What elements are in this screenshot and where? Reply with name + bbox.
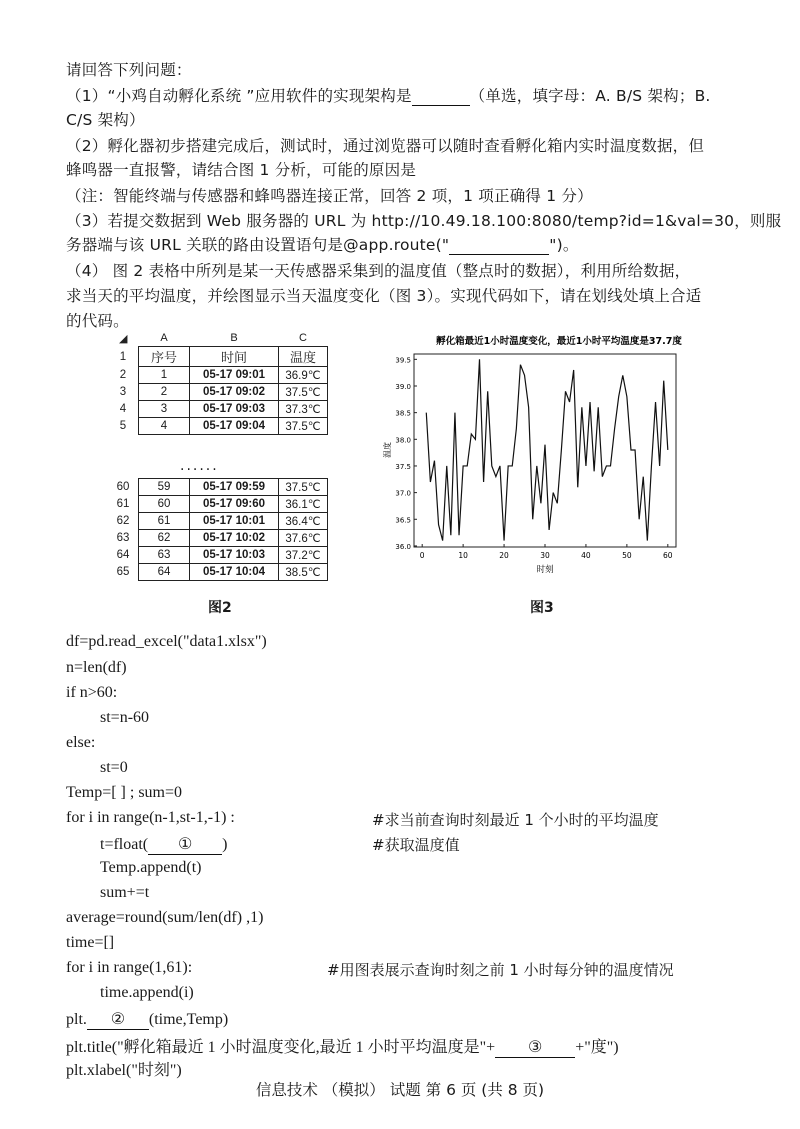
code-line: for i in range(n-1,st-1,-1) : xyxy=(66,809,235,826)
cell-seq: 60 xyxy=(139,496,190,513)
cell-time: 05-17 09:02 xyxy=(190,384,279,401)
x-tick-label: 10 xyxy=(458,551,468,560)
code-line: for i in range(1,61): xyxy=(66,959,193,976)
code-line: else: xyxy=(66,734,96,751)
table-row xyxy=(108,418,328,435)
answer-blank-1[interactable]: ① xyxy=(148,834,222,855)
cell-seq: 64 xyxy=(139,564,190,581)
figure2-caption: 图2 xyxy=(208,600,232,616)
cell-temp: 38.5℃ xyxy=(279,564,328,581)
answer-blank-q3[interactable] xyxy=(449,236,549,255)
cell-time: 05-17 09:03 xyxy=(190,401,279,418)
cell-time: 05-17 10:02 xyxy=(190,530,279,547)
row-number: 2 xyxy=(119,369,127,381)
question-4-cont: 求当天的平均温度，并绘图显示当天温度变化（图 3）。实现代码如下，请在划线处填上合适 xyxy=(66,287,702,305)
figure3-caption: 图3 xyxy=(530,600,554,616)
table-row xyxy=(108,547,328,564)
y-tick-label: 36.5 xyxy=(395,516,411,525)
x-tick-label: 20 xyxy=(499,551,509,560)
cell-time: 05-17 09:04 xyxy=(190,418,279,435)
table-row xyxy=(108,479,328,496)
row-number: 63 xyxy=(116,532,130,544)
cell-seq: 59 xyxy=(139,479,190,496)
code-line-blank2: plt. ② (time,Temp) xyxy=(66,1011,229,1028)
temperature-line-chart xyxy=(374,332,694,582)
row-number: 65 xyxy=(116,566,130,578)
y-tick-label: 37.0 xyxy=(395,489,411,498)
code-line: if n>60: xyxy=(66,684,118,701)
question-2: （2）孵化器初步搭建完成后，测试时，通过浏览器可以随时查看孵化箱内实时温度数据，但 xyxy=(66,137,705,155)
code-line: time.append(i) xyxy=(100,984,194,1001)
cell-time: 05-17 09:01 xyxy=(190,367,279,384)
code-line: Temp.append(t) xyxy=(100,859,202,876)
header-seq: 序号 xyxy=(139,347,190,367)
cell-temp: 37.5℃ xyxy=(279,418,328,435)
corner-mark: ◢ xyxy=(119,332,128,345)
code-line: Temp=[ ] ; sum=0 xyxy=(66,784,183,801)
code-comment: #获取温度值 xyxy=(372,836,460,854)
chart-title: 孵化箱最近1小时温度变化，最近1小时平均温度是37.7度 xyxy=(436,336,682,347)
y-tick-label: 38.0 xyxy=(395,436,411,445)
code-line: st=0 xyxy=(100,759,128,776)
row-number: 64 xyxy=(116,549,130,561)
row-number: 4 xyxy=(119,403,127,415)
table-row xyxy=(108,513,328,530)
cell-seq: 61 xyxy=(139,513,190,530)
row-number: 62 xyxy=(116,515,130,527)
cell-seq: 62 xyxy=(139,530,190,547)
question-3: （3）若提交数据到 Web 服务器的 URL 为 http://10.49.18.100:8080/temp?id=1&val=30，则服 xyxy=(66,212,782,230)
cell-time: 05-17 10:01 xyxy=(190,513,279,530)
code-line: average=round(sum/len(df) ,1) xyxy=(66,909,264,926)
code-line: n=len(df) xyxy=(66,659,127,676)
question-4: （4） 图 2 表格中所列是某一天传感器采集到的温度值（整点时的数据），利用所给数据， xyxy=(66,262,691,280)
code-comment: #用图表展示查询时刻之前 1 小时每分钟的温度情况 xyxy=(327,961,674,979)
cell-temp: 37.5℃ xyxy=(279,384,328,401)
table-row xyxy=(108,367,328,384)
y-tick-label: 39.0 xyxy=(395,382,411,391)
header-temp: 温度 xyxy=(279,347,328,367)
code-line-blank3: plt.title("孵化箱最近 1 小时温度变化,最近 1 小时平均温度是"+ ③ +"度") xyxy=(66,1039,619,1056)
cell-seq: 63 xyxy=(139,547,190,564)
table-row xyxy=(108,401,328,418)
cell-seq: 2 xyxy=(139,384,190,401)
y-tick-label: 37.5 xyxy=(395,462,411,471)
temperature-table-bottom xyxy=(108,478,328,581)
x-axis-label: 时刻 xyxy=(536,565,554,575)
cell-seq: 4 xyxy=(139,418,190,435)
cell-time: 05-17 09:60 xyxy=(190,496,279,513)
temperature-table-top: ◢ A B C 1 序号 时间 温度 2 1 05-17 09:01 36.9℃ 3 2 05-17 09:02 37.5℃ 4 3 05-17 09:03 37.3℃ 5 4 05-17 09:04 37.5℃ xyxy=(108,330,328,435)
code-line: time=[] xyxy=(66,934,115,951)
question-2-cont: 蜂鸣器一直报警，请结合图 1 分析，可能的原因是 xyxy=(66,161,417,179)
answer-blank-2[interactable]: ② xyxy=(87,1009,149,1030)
answer-blank-3[interactable]: ③ xyxy=(495,1037,575,1058)
question-3-cont: 务器端与该 URL 关联的路由设置语句是@app.route(" ")。 xyxy=(66,236,579,254)
cell-temp: 36.1℃ xyxy=(279,496,328,513)
y-tick-label: 39.5 xyxy=(395,356,411,365)
cell-seq: 3 xyxy=(139,401,190,418)
x-tick-label: 0 xyxy=(419,551,425,560)
x-tick-label: 50 xyxy=(622,551,632,560)
page-footer: 信息技术 （模拟） 试题 第 6 页 (共 8 页) xyxy=(255,1081,545,1099)
row-number: 61 xyxy=(116,498,130,510)
question-4-cont2: 的代码。 xyxy=(66,312,129,330)
answer-blank-q1[interactable] xyxy=(412,87,470,106)
table-ellipsis: ...... xyxy=(180,458,219,474)
row-number: 5 xyxy=(119,420,127,432)
table-row xyxy=(108,384,328,401)
cell-temp: 37.6℃ xyxy=(279,530,328,547)
cell-time: 05-17 10:03 xyxy=(190,547,279,564)
row-number: 60 xyxy=(116,481,130,493)
code-line-blank1: t=float( ① ) xyxy=(100,836,228,853)
temperature-series-line xyxy=(426,359,668,540)
y-axis-label: 温度 xyxy=(383,442,392,458)
code-line: plt.xlabel("时刻") xyxy=(66,1062,182,1079)
header-time: 时间 xyxy=(190,347,279,367)
col-letter: C xyxy=(299,332,307,344)
row-number: 3 xyxy=(119,386,127,398)
x-tick-label: 40 xyxy=(581,551,591,560)
question-1-cont: C/S 架构） xyxy=(66,111,145,129)
table-row xyxy=(108,496,328,513)
cell-temp: 37.3℃ xyxy=(279,401,328,418)
col-letter: B xyxy=(230,332,238,344)
code-line: st=n-60 xyxy=(100,709,150,726)
col-letter: A xyxy=(160,332,168,344)
question-2-note: （注：智能终端与传感器和蜂鸣器连接正常，回答 2 项，1 项正确得 1 分） xyxy=(66,187,593,205)
intro-text: 请回答下列问题： xyxy=(66,61,192,79)
x-tick-label: 60 xyxy=(663,551,673,560)
code-comment: #求当前查询时刻最近 1 个小时的平均温度 xyxy=(372,811,659,829)
cell-time: 05-17 10:04 xyxy=(190,564,279,581)
cell-temp: 37.5℃ xyxy=(279,479,328,496)
question-1: （1）“小鸡自动孵化系统 ”应用软件的实现架构是 （单选，填字母：A. B/S 架构；B. xyxy=(66,87,711,105)
cell-time: 05-17 09:59 xyxy=(190,479,279,496)
cell-temp: 36.4℃ xyxy=(279,513,328,530)
code-line: df=pd.read_excel("data1.xlsx") xyxy=(66,633,267,650)
code-line: sum+=t xyxy=(100,884,150,901)
y-tick-label: 36.0 xyxy=(395,542,411,551)
table-row xyxy=(108,564,328,581)
x-tick-label: 30 xyxy=(540,551,550,560)
cell-temp: 37.2℃ xyxy=(279,547,328,564)
y-tick-label: 38.5 xyxy=(395,409,411,418)
table-row xyxy=(108,530,328,547)
cell-temp: 36.9℃ xyxy=(279,367,328,384)
cell-seq: 1 xyxy=(139,367,190,384)
